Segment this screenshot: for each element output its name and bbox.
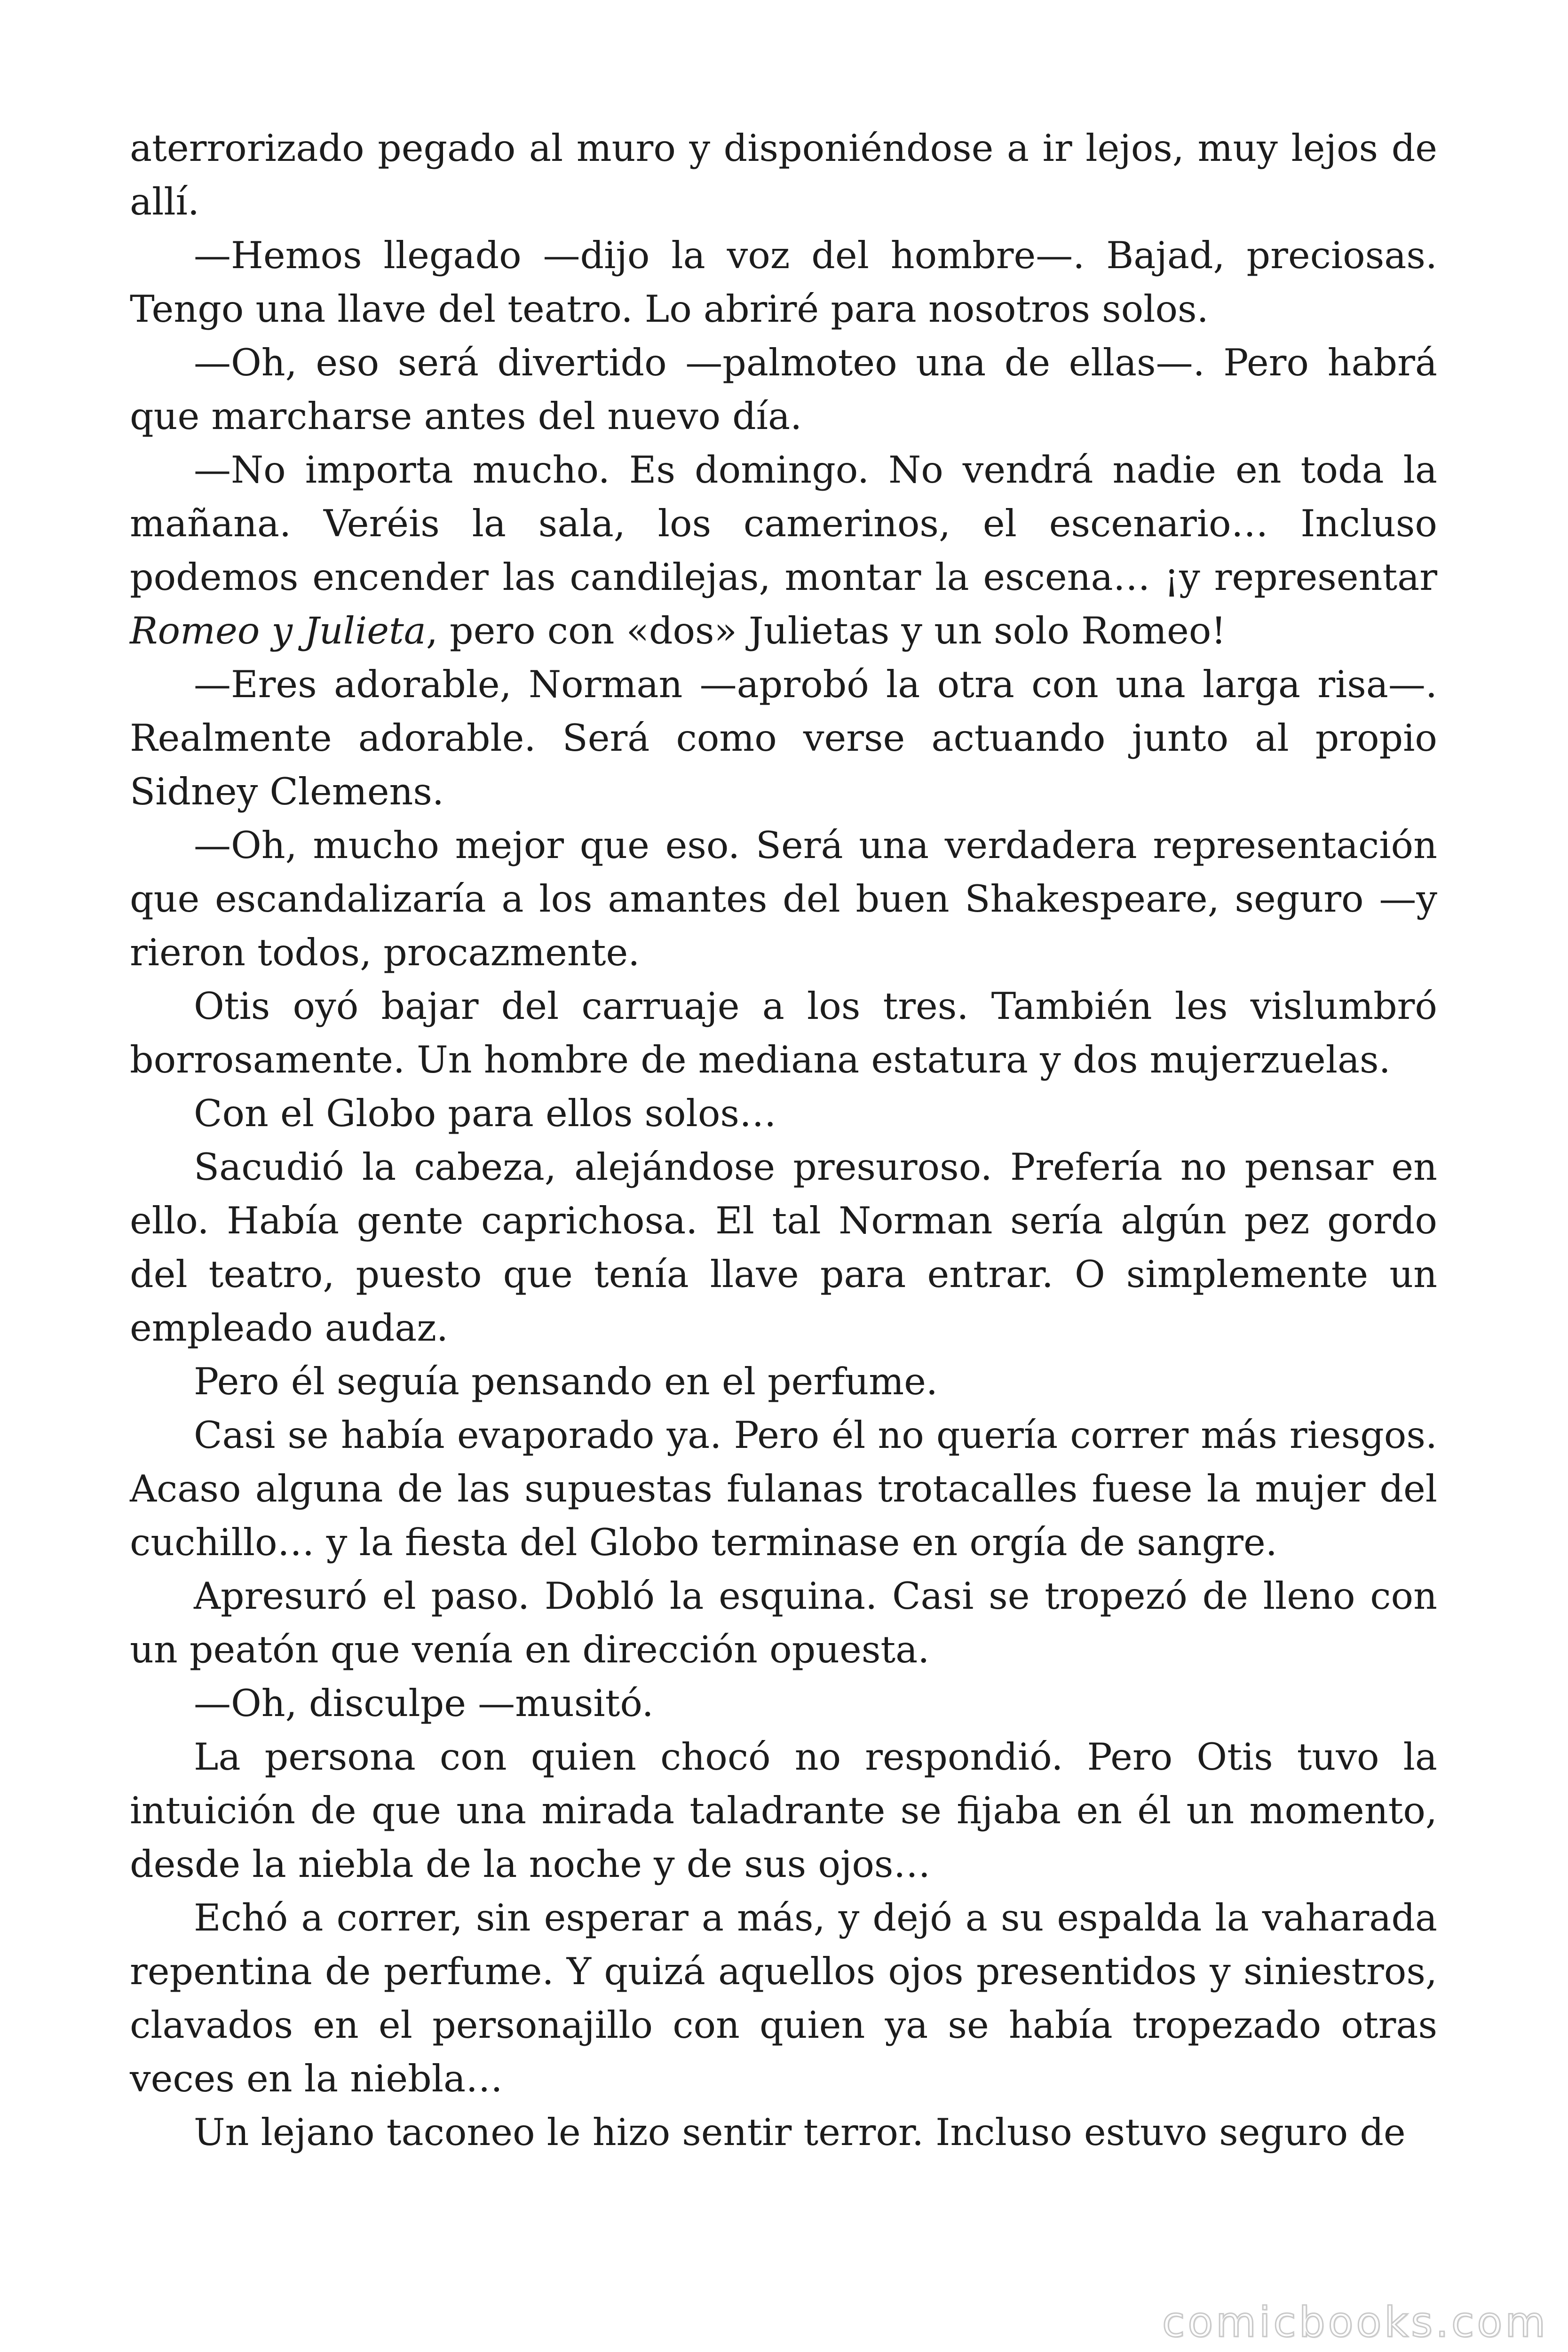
paragraph	[130, 443, 1437, 658]
paragraph: aterrorizado pegado al muro y disponiéndose a ir lejos, muy lejos de allí.	[130, 127, 1437, 223]
paragraph: Apresuró el paso. Dobló la esquina. Casi se tropezó de lleno con un peatón que venía en dirección opuesta.	[130, 1574, 1437, 1671]
paragraph: Sacudió la cabeza, alejándose presuroso. Prefería no pensar en ello. Había gente caprichosa. El tal Norman sería algún pez gordo del teatro, puesto que tenía llave para entrar. O simplemente un empleado audaz.	[130, 1145, 1437, 1350]
paragraph-text: —No importa mucho. Es domingo. No vendrá nadie en toda la mañana. Veréis la sala, los camerinos, el escenario… Incluso podemos encender las candilejas, montar la escena… ¡y representar	[130, 448, 1437, 599]
paragraph: Casi se había evaporado ya. Pero él no quería correr más riesgos. Acaso alguna de las supuestas fulanas trotacalles fuese la mujer del cuchillo… y la fiesta del Globo terminase en orgía de sangre.	[130, 1414, 1437, 1564]
paragraph: Echó a correr, sin esperar a más, y dejó a su espalda la vaharada repentina de perfume. Y quizá aquellos ojos presentidos y siniestros, clavados en el personajillo con quien ya se había tropezado otras veces en la niebla…	[130, 1896, 1437, 2100]
body-text	[130, 121, 1437, 2159]
paragraph: —Oh, mucho mejor que eso. Será una verdadera representación que escandalizaría a los amantes del buen Shakespeare, seguro —y rieron todos, procazmente.	[130, 824, 1437, 974]
paragraph: La persona con quien chocó no respondió. Pero Otis tuvo la intuición de que una mirada taladrante se fijaba en él un momento, desde la niebla de la noche y de sus ojos…	[130, 1735, 1437, 1886]
paragraph-text: , pero con «dos» Julietas y un solo Romeo!	[426, 609, 1227, 652]
paragraph: Un lejano taconeo le hizo sentir terror. Incluso estuvo seguro de	[194, 2111, 1406, 2154]
paragraph: —Oh, disculpe —musitó.	[194, 1682, 654, 1725]
paragraph: Pero él seguía pensando en el perfume.	[194, 1360, 938, 1403]
paragraph: Otis oyó bajar del carruaje a los tres. También les vislumbró borrosamente. Un hombre de mediana estatura y dos mujerzuelas.	[130, 985, 1437, 1081]
paragraph: —Eres adorable, Norman —aprobó la otra con una larga risa—. Realmente adorable. Será como verse actuando junto al propio Sidney Clemens.	[130, 663, 1437, 813]
paragraph: Con el Globo para ellos solos…	[194, 1092, 776, 1135]
paragraph: —Oh, eso será divertido —palmoteo una de ellas—. Pero habrá que marcharse antes del nuevo día.	[130, 341, 1437, 438]
book-title-italic: Romeo y Julieta	[130, 609, 426, 652]
paragraph: —Hemos llegado —dijo la voz del hombre—. Bajad, preciosas. Tengo una llave del teatro. Lo abriré para nosotros solos.	[130, 234, 1437, 331]
watermark: comicbooks.com	[1162, 2298, 1548, 2346]
